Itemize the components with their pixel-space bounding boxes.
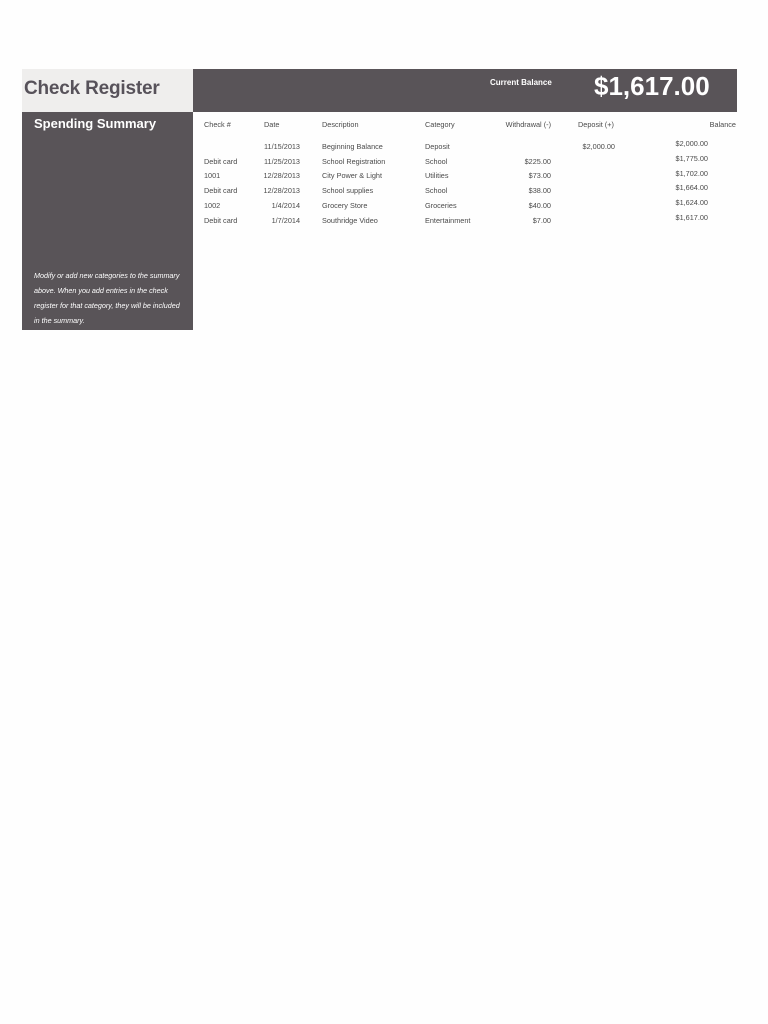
row-description: Southridge Video xyxy=(322,216,378,225)
row-check: Debit card xyxy=(204,157,238,166)
row-check: Debit card xyxy=(204,216,238,225)
title-cell xyxy=(22,69,193,112)
row-withdrawal: $38.00 xyxy=(528,186,551,195)
row-category: School xyxy=(425,157,448,166)
page-title: Check Register xyxy=(24,78,160,99)
row-balance: $1,664.00 xyxy=(675,183,708,192)
row-description: School Registration xyxy=(322,157,386,166)
row-withdrawal: $73.00 xyxy=(528,171,551,180)
row-description: Beginning Balance xyxy=(322,142,383,151)
row-date: 1/7/2014 xyxy=(271,216,300,225)
row-balance: $2,000.00 xyxy=(675,139,708,148)
column-header-category: Category xyxy=(425,120,455,129)
row-category: Deposit xyxy=(425,142,450,151)
spending-summary-title: Spending Summary xyxy=(34,116,157,131)
header-band xyxy=(193,69,737,112)
row-balance: $1,624.00 xyxy=(675,198,708,207)
row-withdrawal: $225.00 xyxy=(524,157,551,166)
column-header-balance: Balance xyxy=(709,120,736,129)
row-date: 11/25/2013 xyxy=(264,157,300,166)
column-header-withdrawal: Withdrawal (-) xyxy=(505,120,551,129)
current-balance-value: $1,617.00 xyxy=(594,71,710,101)
row-check: Debit card xyxy=(204,186,238,195)
row-date: 11/15/2013 xyxy=(264,142,300,151)
row-category: School xyxy=(425,186,448,195)
row-category: Entertainment xyxy=(425,216,471,225)
row-check: 1001 xyxy=(204,171,221,180)
column-header-date: Date xyxy=(264,120,280,129)
row-withdrawal: $7.00 xyxy=(532,216,551,225)
current-balance-label: Current Balance xyxy=(490,78,552,87)
row-category: Groceries xyxy=(425,201,457,210)
row-description: Grocery Store xyxy=(322,201,368,210)
row-description: City Power & Light xyxy=(322,171,383,180)
column-header-deposit: Deposit (+) xyxy=(578,120,614,129)
row-description: School supplies xyxy=(322,186,374,195)
column-header-description: Description xyxy=(322,120,359,129)
row-category: Utilities xyxy=(425,171,449,180)
spending-summary-panel xyxy=(22,112,193,330)
column-header-check: Check # xyxy=(204,120,231,129)
row-date: 12/28/2013 xyxy=(263,186,300,195)
row-balance: $1,702.00 xyxy=(675,169,708,178)
row-balance: $1,775.00 xyxy=(675,154,708,163)
row-withdrawal: $40.00 xyxy=(528,201,551,210)
row-balance: $1,617.00 xyxy=(675,213,708,222)
row-date: 1/4/2014 xyxy=(271,201,300,210)
spending-summary-note: Modify or add new categories to the summary above. When you add entries in the check register for that category, they will be included in the summary. xyxy=(34,271,180,325)
row-deposit: $2,000.00 xyxy=(582,142,615,151)
row-date: 12/28/2013 xyxy=(263,171,300,180)
row-check: 1002 xyxy=(204,201,221,210)
